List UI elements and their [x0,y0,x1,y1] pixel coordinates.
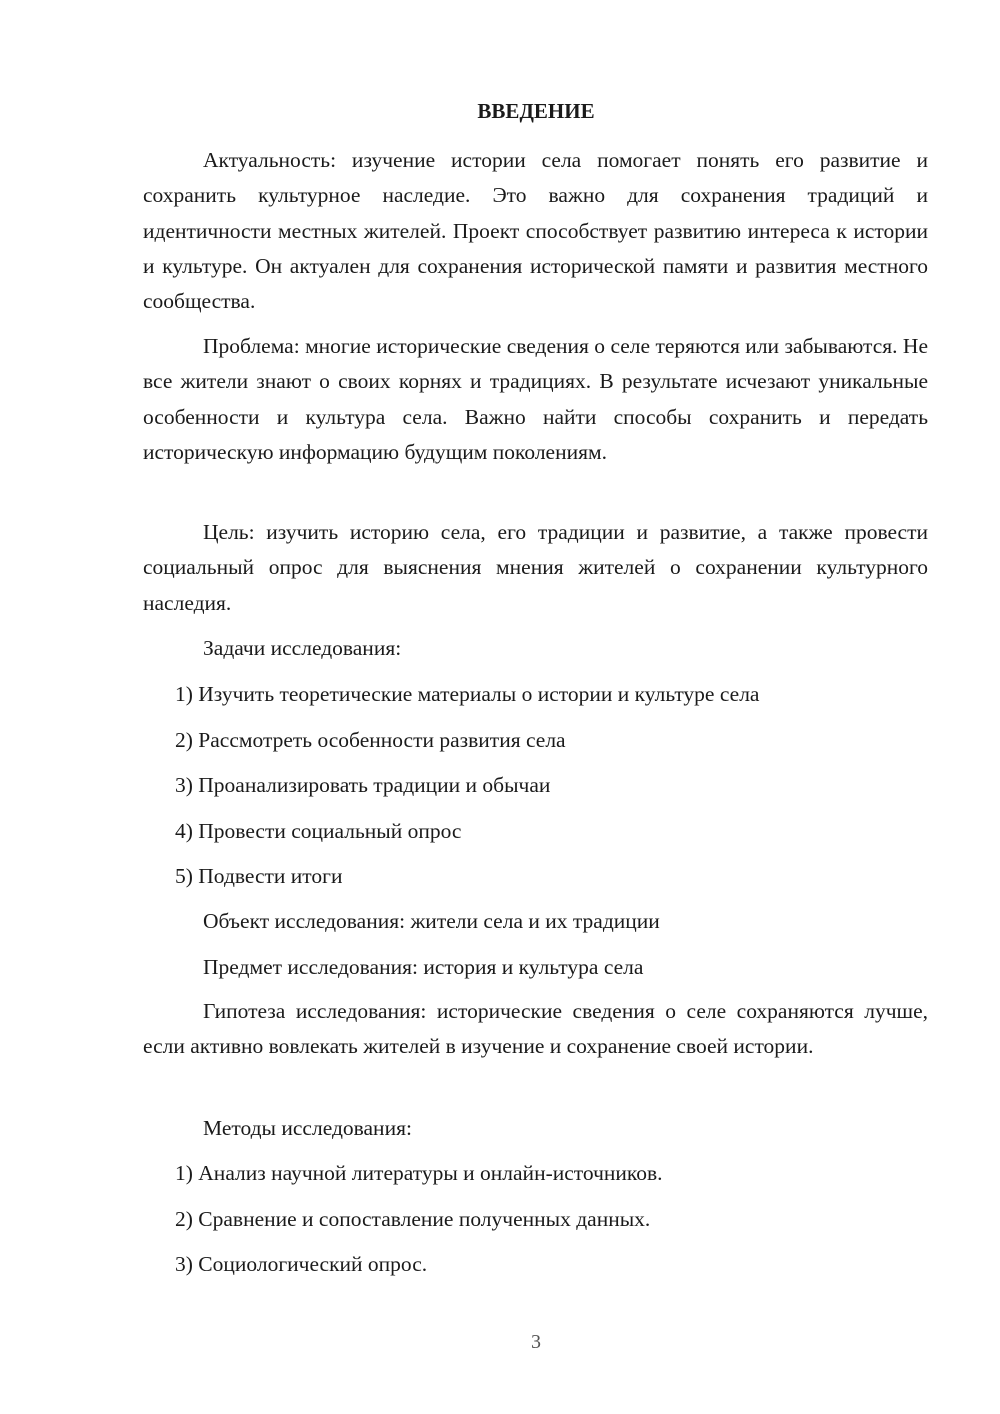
method-item-3: 3) Социологический опрос. [175,1252,428,1276]
method-item-1: 1) Анализ научной литературы и онлайн-источников. [175,1161,663,1185]
paragraph-relevance: Актуальность: изучение истории села помогает понять его развитие и сохранить культурное наследие. Это важно для сохранения традиций и идентичности местных жителей. Проект способствует развитию интереса к истории и культуре. Он актуален для сохранения исторической памяти и развития местного сообщества. [143,148,928,314]
research-object: Объект исследования: жители села и их традиции [203,909,660,933]
method-item-2: 2) Сравнение и сопоставление полученных данных. [175,1207,651,1231]
section-heading: ВВЕДЕНИЕ [477,99,595,123]
tasks-title: Задачи исследования: [203,636,402,660]
task-item-2: 2) Рассмотреть особенности развития села [175,728,566,752]
task-item-1: 1) Изучить теоретические материалы о истории и культуре села [175,682,760,706]
paragraph-problem: Проблема: многие исторические сведения о селе теряются или забываются. Не все жители знают о своих корнях и традициях. В результате исчезают уникальные особенности и культура села. Важно найти способы сохранить и передать историческую информацию будущим поколениям. [143,334,928,464]
task-item-4: 4) Провести социальный опрос [175,819,462,843]
paragraph-hypothesis: Гипотеза исследования: исторические сведения о селе сохраняются лучше, если активно вовлекать жителей в изучение и сохранение своей истории. [143,999,928,1059]
paragraph-goal: Цель: изучить историю села, его традиции и развитие, а также провести социальный опрос для выяснения мнения жителей о сохранении культурного наследия. [143,520,928,615]
methods-title: Методы исследования: [203,1116,412,1140]
page-number: 3 [531,1331,541,1353]
research-subject: Предмет исследования: история и культура села [203,955,644,979]
task-item-5: 5) Подвести итоги [175,864,343,888]
task-item-3: 3) Проанализировать традиции и обычаи [175,773,551,797]
